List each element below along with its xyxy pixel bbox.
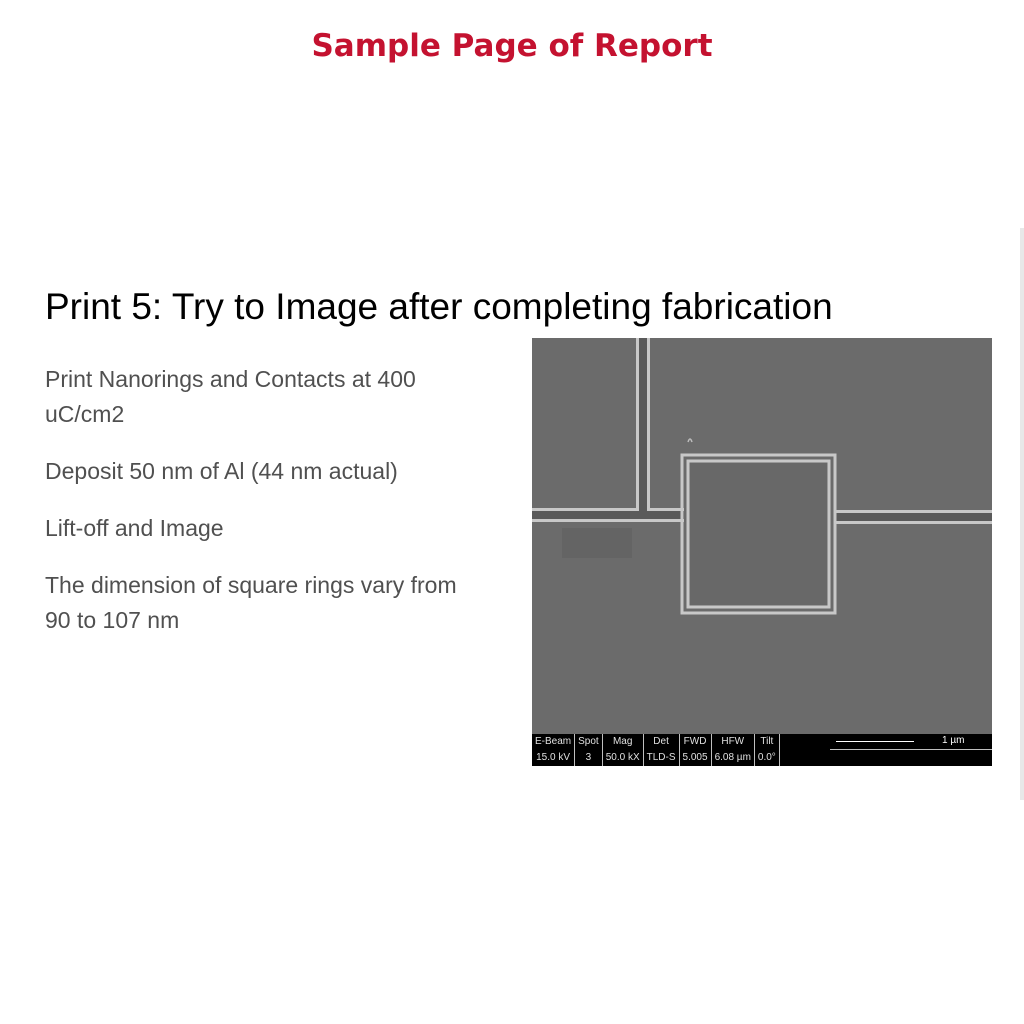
databar-value: 0.0° [754, 750, 779, 766]
scale-bar [836, 741, 914, 742]
databar-header: Tilt [754, 734, 779, 750]
bullet-item: Print Nanorings and Contacts at 400 uC/cm2 [45, 366, 416, 427]
databar-header: HFW [711, 734, 754, 750]
sem-micrograph-image [532, 338, 992, 734]
scale-bar-section [830, 734, 992, 766]
databar-value: TLD-S [643, 750, 679, 766]
databar-value: 50.0 kX [602, 750, 643, 766]
sem-parameter-table [532, 734, 780, 766]
scale-divider [830, 749, 992, 750]
databar-header: Spot [575, 734, 603, 750]
bullet-item: Lift-off and Image [45, 515, 224, 541]
databar-header: Det [643, 734, 679, 750]
databar-header: Mag [602, 734, 643, 750]
bullet-item: The dimension of square rings vary from 90 to 107 nm [45, 572, 457, 633]
scale-bar-label: 1 µm [942, 735, 965, 746]
bullet-list [45, 362, 485, 660]
page-edge-divider [1020, 228, 1024, 800]
bullet-item: Deposit 50 nm of Al (44 nm actual) [45, 458, 398, 484]
databar-value: 6.08 µm [711, 750, 754, 766]
databar-header: E-Beam [532, 734, 575, 750]
databar-value: 15.0 kV [532, 750, 575, 766]
sem-micrograph [532, 338, 992, 766]
report-header: Sample Page of Report [311, 28, 713, 64]
slide-title: Print 5: Try to Image after completing fabrication [45, 286, 833, 327]
sem-databar [532, 734, 992, 766]
databar-value: 5.005 [679, 750, 711, 766]
databar-value: 3 [575, 750, 603, 766]
databar-header: FWD [679, 734, 711, 750]
